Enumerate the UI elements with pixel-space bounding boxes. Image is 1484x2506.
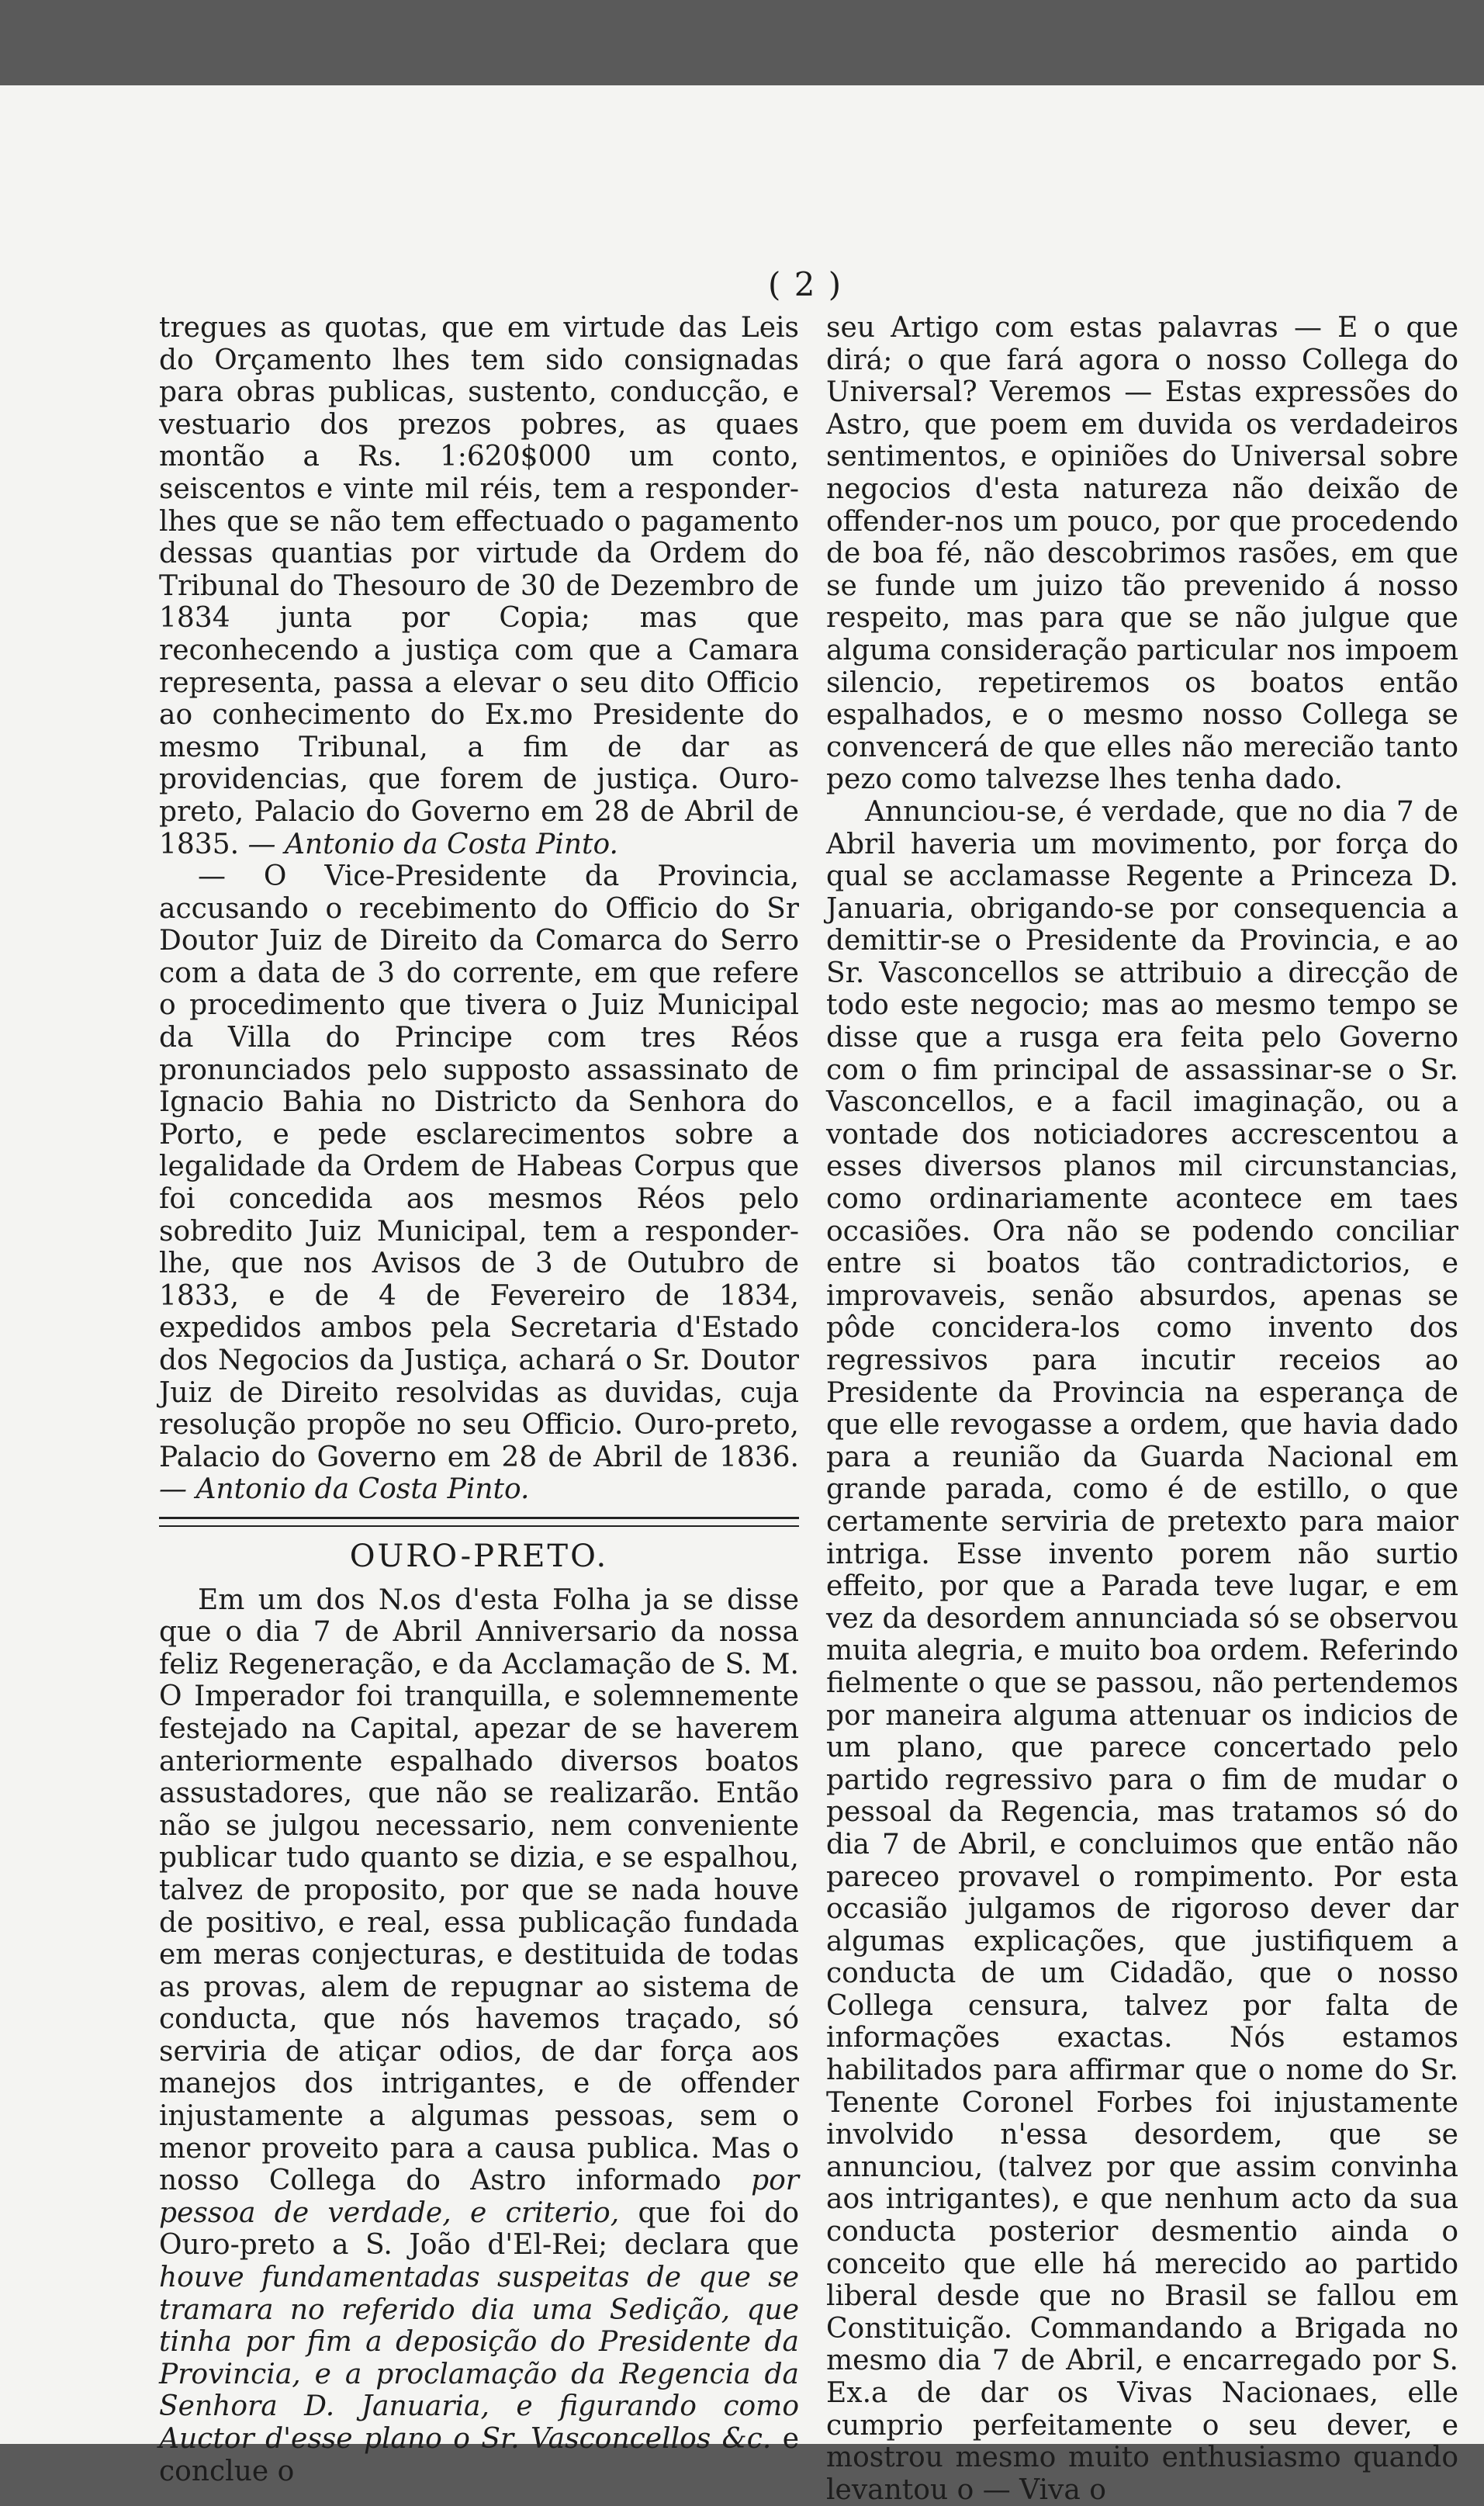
newspaper-page [0,85,1484,2506]
left-paragraph-1-text: tregues as quotas, que em virtude das Leis do Orçamento lhes tem sido consignadas para obras publicas, sustento, conducção, e vestuario dos prezos pobres, as quaes montão a Rs. 1:620$000 um conto, seiscentos e vinte mil réis, tem a responder-lhes que se não tem effectuado o pagamento dessas quantias por virtude da Ordem do Tribunal do Thesouro de 30 de Dezembro de 1834 junta por Copia; mas que reconhecendo a justiça com que a Camara representa, passa a elevar o seu dito Officio ao conhecimento do Ex.mo Presidente do mesmo Tribunal, a fim de dar as providencias, que forem de justiça. Ouro-preto, Palacio do Governo em 28 de Abril de 1835. [159,312,799,860]
left-paragraph-2-text: — O Vice-Presidente da Provincia, accusando o recebimento do Officio do Sr Doutor Juiz de Direito da Comarca do Serro com a data de 3 do corrente, em que refere o procedimento que tivera o Juiz Municipal da Villa do Principe com tres Réos pronunciados pelo supposto assassinato de Ignacio Bahia no Districto da Senhora do Porto, e pede esclarecimentos sobre a legalidade da Ordem de Habeas Corpus que foi concedida aos mesmos Réos pelo sobredito Juiz Municipal, tem a responder-lhe, que nos Avisos de 3 de Outubro de 1833, e de 4 de Fevereiro de 1834, expedidos ambos pela Secretaria d'Estado dos Negocios da Justiça, achará o Sr. Doutor Juiz de Direito resolvidas as duvidas, cuja resolução propõe no seu Officio. Ouro-preto, Palacio do Governo em 28 de Abril de 1836. [159,860,799,1473]
section-heading: OURO-PRETO. [349,1538,609,1574]
right-paragraph-1: seu Artigo com estas palavras — E o que dirá; o que fará agora o nosso Collega do Universal? Veremos — Estas expressões do Astro, que poem em duvida os verdadeiros sentimentos, e opiniões do Universal sobre negocios d'esta natureza não deixão de offender-nos um pouco, por que procedendo de boa fé, não descobrimos rasões, em que se funde um juizo tão prevenido á nosso respeito, mas para que se não julgue que alguma consideração particular nos impoem silencio, repetiremos os boatos então espalhados, e o mesmo nosso Collega se convencerá de que elles não merecião tanto pezo como talvezse lhes tenha dado. [826,312,1458,796]
left-paragraph-1 [159,312,799,860]
left-paragraph-3-end: e conclue o [159,2423,799,2487]
left-paragraph-3 [159,1584,799,2488]
signature-2: — Antonio da Costa Pinto. [159,1473,530,1506]
left-paragraph-3-text: Em um dos N.os d'esta Folha ja se disse que o dia 7 de Abril Anniversario da nossa feliz Regeneração, e da Acclamação de S. M. O Imperador foi tranquilla, e solemnemente festejado na Capital, apezar de se haverem anteriormente espalhado diversos boatos assustadores, que não se realizarão. Então não se julgou necessario, nem conveniente publicar tudo quanto se dizia, e se espalhou, talvez de proposito, por que se nada houve de positivo, e real, essa publicação fundada em meras conjecturas, e destituida de todas as provas, alem de repugnar ao sistema de conducta, que nós havemos traçado, só serviria de atiçar odios, de dar força aos manejos dos intrigantes, e de offender injustamente a algumas pessoas, sem o menor proveito para a causa publica. Mas o nosso Collega do Astro informado [159,1584,799,2197]
left-column [159,312,799,2487]
right-paragraph-2: Annunciou-se, é verdade, que no dia 7 de Abril haveria um movimento, por força do qual se acclamasse Regente a Princeza D. Januaria, obrigando-se por consequencia a demittir-se o Presidente da Provincia, e ao Sr. Vasconcellos se attribuio a direcção de todo este negocio; mas ao mesmo tempo se disse que a rusga era feita pelo Governo com o fim principal de assassinar-se o Sr. Vasconcellos, e a facil imaginação, ou a vontade dos noticiadores accrescentou a esses diversos planos mil circunstancias, como ordinariamente acontece em taes occasiões. Ora não se podendo conciliar entre si boatos tão contradictorios, e improvaveis, senão absurdos, apenas se pôde concidera-los como invento dos regressivos para incutir receios ao Presidente da Provincia na esperança de que elle revogasse a ordem, que havia dado para a reunião da Guarda Nacional em grande parada, como é de estillo, o que certamente serviria de pretexto para maior intriga. Esse invento porem não surtio effeito, por que a Parada teve lugar, e em vez da desordem annunciada só se observou muita alegria, e muito boa ordem. Referindo fielmente o que se passou, não pertendemos por maneira alguma attenuar os indicios de um plano, que parece concertado pelo partido regressivo para o fim de mudar o pessoal da Regencia, mas tratamos só do dia 7 de Abril, e concluimos que então não pareceo provavel o rompimento. Por esta occasião julgamos de rigoroso dever dar algumas explicações, que justifiquem a conducta de um Cidadão, que o nosso Collega censura, talvez por falta de informações exactas. Nós estamos habilitados para affirmar que o nome do Sr. Tenente Coronel Forbes foi injustamente involvido n'essa desordem, que se annunciou, (talvez por que assim convinha aos intrigantes), e que nenhum acto da sua conducta posterior desmentio ainda o conceito que elle há merecido ao partido liberal desde que no Brasil se fallou em Constituição. Commandando a Brigada no mesmo dia 7 de Abril, e encarregado por S. Ex.a de dar os Vivas Nacionaes, elle cumprio perfeitamente o seu dever, e mostrou mesmo muito enthusiasmo quando levantou o — Viva o [826,795,1458,2506]
left-paragraph-3-cont: que foi do Ouro-preto a S. João d'El-Rei; declara que [159,2196,799,2262]
left-paragraph-3-italic-1: por pessoa de verdade, e criterio, [159,2165,799,2229]
page-number: ( 2 ) [768,265,843,303]
section-divider [159,1517,799,1527]
left-paragraph-2 [159,860,799,1506]
right-column [826,312,1458,2506]
signature-1: — Antonio da Costa Pinto. [247,828,618,860]
left-paragraph-3-italic-2: houve fundamentadas suspeitas de que se tramara no referido dia uma Sedição, que tinha por fim a deposição do Presidente da Provincia, e a proclamação da Regencia da Senhora D. Januaria, e figurando como Auctor d'esse plano o Sr. Vasconcellos &c. [159,2262,799,2455]
